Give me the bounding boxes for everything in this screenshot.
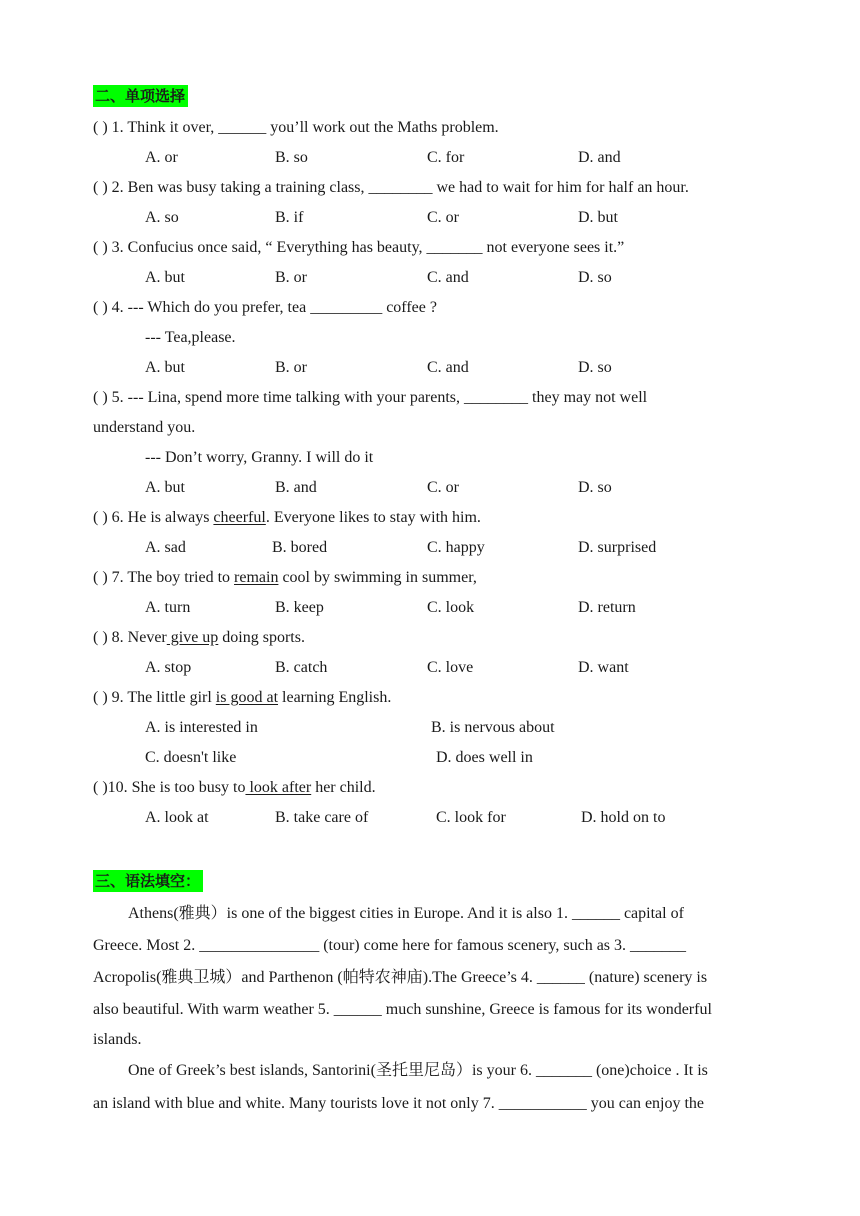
q9-text-after: learning English. [278, 689, 392, 706]
q5-option-b: B. and [275, 479, 317, 496]
question-10-stem [93, 778, 376, 798]
question-5-reply: --- Don’t worry, Granny. I will do it [145, 449, 374, 466]
q5-option-a: A. but [145, 479, 185, 496]
q9-option-b: B. is nervous about [431, 719, 555, 736]
q2-option-c: C. or [427, 209, 459, 226]
q7-underlined-word: remain [234, 569, 279, 586]
q1-option-c: C. for [427, 149, 465, 166]
passage-line-5: islands. [93, 1031, 142, 1048]
q4-option-a: A. but [145, 359, 185, 376]
q2-option-a: A. so [145, 209, 179, 226]
question-6-stem [93, 508, 481, 528]
question-3-stem: ( ) 3. Confucius once said, “ Everything has beauty, _______ not everyone sees it.” [93, 239, 625, 256]
question-4-stem: ( ) 4. --- Which do you prefer, tea _________ coffee ? [93, 299, 437, 316]
q7-option-d: D. return [578, 599, 636, 616]
q5-option-d: D. so [578, 479, 612, 496]
passage-line-1: Athens(雅典）is one of the biggest cities in Europe. And it is also 1. ______ capital of [128, 905, 684, 922]
q9-underlined-phrase: is good at [215, 689, 279, 706]
q8-option-a: A. stop [145, 659, 192, 676]
q9-option-c: C. doesn't like [145, 749, 237, 766]
question-4-reply: --- Tea,please. [145, 329, 236, 346]
q6-underlined-word: cheerful [213, 509, 266, 526]
q8-option-b: B. catch [275, 659, 328, 676]
q7-text-before: ( ) 7. The boy tried to [93, 569, 235, 586]
q4-option-d: D. so [578, 359, 612, 376]
q3-option-a: A. but [145, 269, 185, 286]
q8-option-c: C. love [427, 659, 474, 676]
question-2-stem: ( ) 2. Ben was busy taking a training class, ________ we had to wait for him for half an hour. [93, 179, 689, 196]
q7-option-a: A. turn [145, 599, 191, 616]
q9-text-before: ( ) 9. The little girl [93, 689, 216, 706]
q6-option-c: C. happy [427, 539, 485, 556]
q9-option-d: D. does well in [436, 749, 533, 766]
q7-option-b: B. keep [275, 599, 324, 616]
question-5-stem: ( ) 5. --- Lina, spend more time talking with your parents, ________ they may not well [93, 389, 648, 406]
q8-text-after: doing sports. [218, 629, 305, 646]
question-1-stem: ( ) 1. Think it over, ______ you’ll work out the Maths problem. [93, 119, 499, 136]
q6-text-after: . Everyone likes to stay with him. [265, 509, 481, 526]
q3-option-d: D. so [578, 269, 612, 286]
passage-line-4: also beautiful. With warm weather 5. ______ much sunshine, Greece is famous for its wonderful [93, 1001, 712, 1018]
q8-option-d: D. want [578, 659, 629, 676]
q6-option-d: D. surprised [578, 539, 657, 556]
q6-option-b: B. bored [272, 539, 328, 556]
question-8-stem [93, 628, 305, 648]
q9-option-a: A. is interested in [145, 719, 258, 736]
q1-option-a: A. or [145, 149, 178, 166]
passage-line-3: Acropolis(雅典卫城）and Parthenon (帕特农神庙).The Greece’s 4. ______ (nature) scenery is [93, 969, 708, 986]
question-5-stem-continued: understand you. [93, 419, 196, 436]
q1-option-d: D. and [578, 149, 621, 166]
q4-option-c: C. and [427, 359, 469, 376]
q5-option-c: C. or [427, 479, 459, 496]
passage-line-2: Greece. Most 2. _______________ (tour) come here for famous scenery, such as 3. _______ [93, 937, 687, 954]
q7-option-c: C. look [427, 599, 475, 616]
q2-option-d: D. but [578, 209, 618, 226]
q10-underlined-phrase: look after [245, 779, 312, 796]
q2-option-b: B. if [275, 209, 304, 226]
q10-option-b: B. take care of [275, 809, 369, 826]
q6-option-a: A. sad [145, 539, 186, 556]
section-heading-grammar-fill: 三、语法填空： [93, 870, 203, 892]
q3-option-c: C. and [427, 269, 469, 286]
q10-option-a: A. look at [145, 809, 209, 826]
q7-text-after: cool by swimming in summer, [278, 569, 477, 586]
q10-option-d: D. hold on to [581, 809, 666, 826]
q4-option-b: B. or [275, 359, 307, 376]
q8-underlined-phrase: give up [166, 629, 219, 646]
q3-option-b: B. or [275, 269, 307, 286]
question-7-stem [93, 568, 477, 588]
question-9-stem [93, 688, 391, 708]
passage-line-6: One of Greek’s best islands, Santorini(圣托里尼岛）is your 6. _______ (one)choice . It is [128, 1062, 708, 1079]
q6-text-before: ( ) 6. He is always [93, 509, 214, 526]
passage-line-7: an island with blue and white. Many tourists love it not only 7. ___________ you can enjoy the [93, 1095, 705, 1112]
q10-text-before: ( )10. She is too busy to [93, 779, 246, 796]
q10-option-c: C. look for [436, 809, 506, 826]
q10-text-after: her child. [311, 779, 376, 796]
q1-option-b: B. so [275, 149, 308, 166]
q8-text-before: ( ) 8. Never [93, 629, 167, 646]
section-heading-multiple-choice: 二、单项选择 [93, 85, 188, 107]
